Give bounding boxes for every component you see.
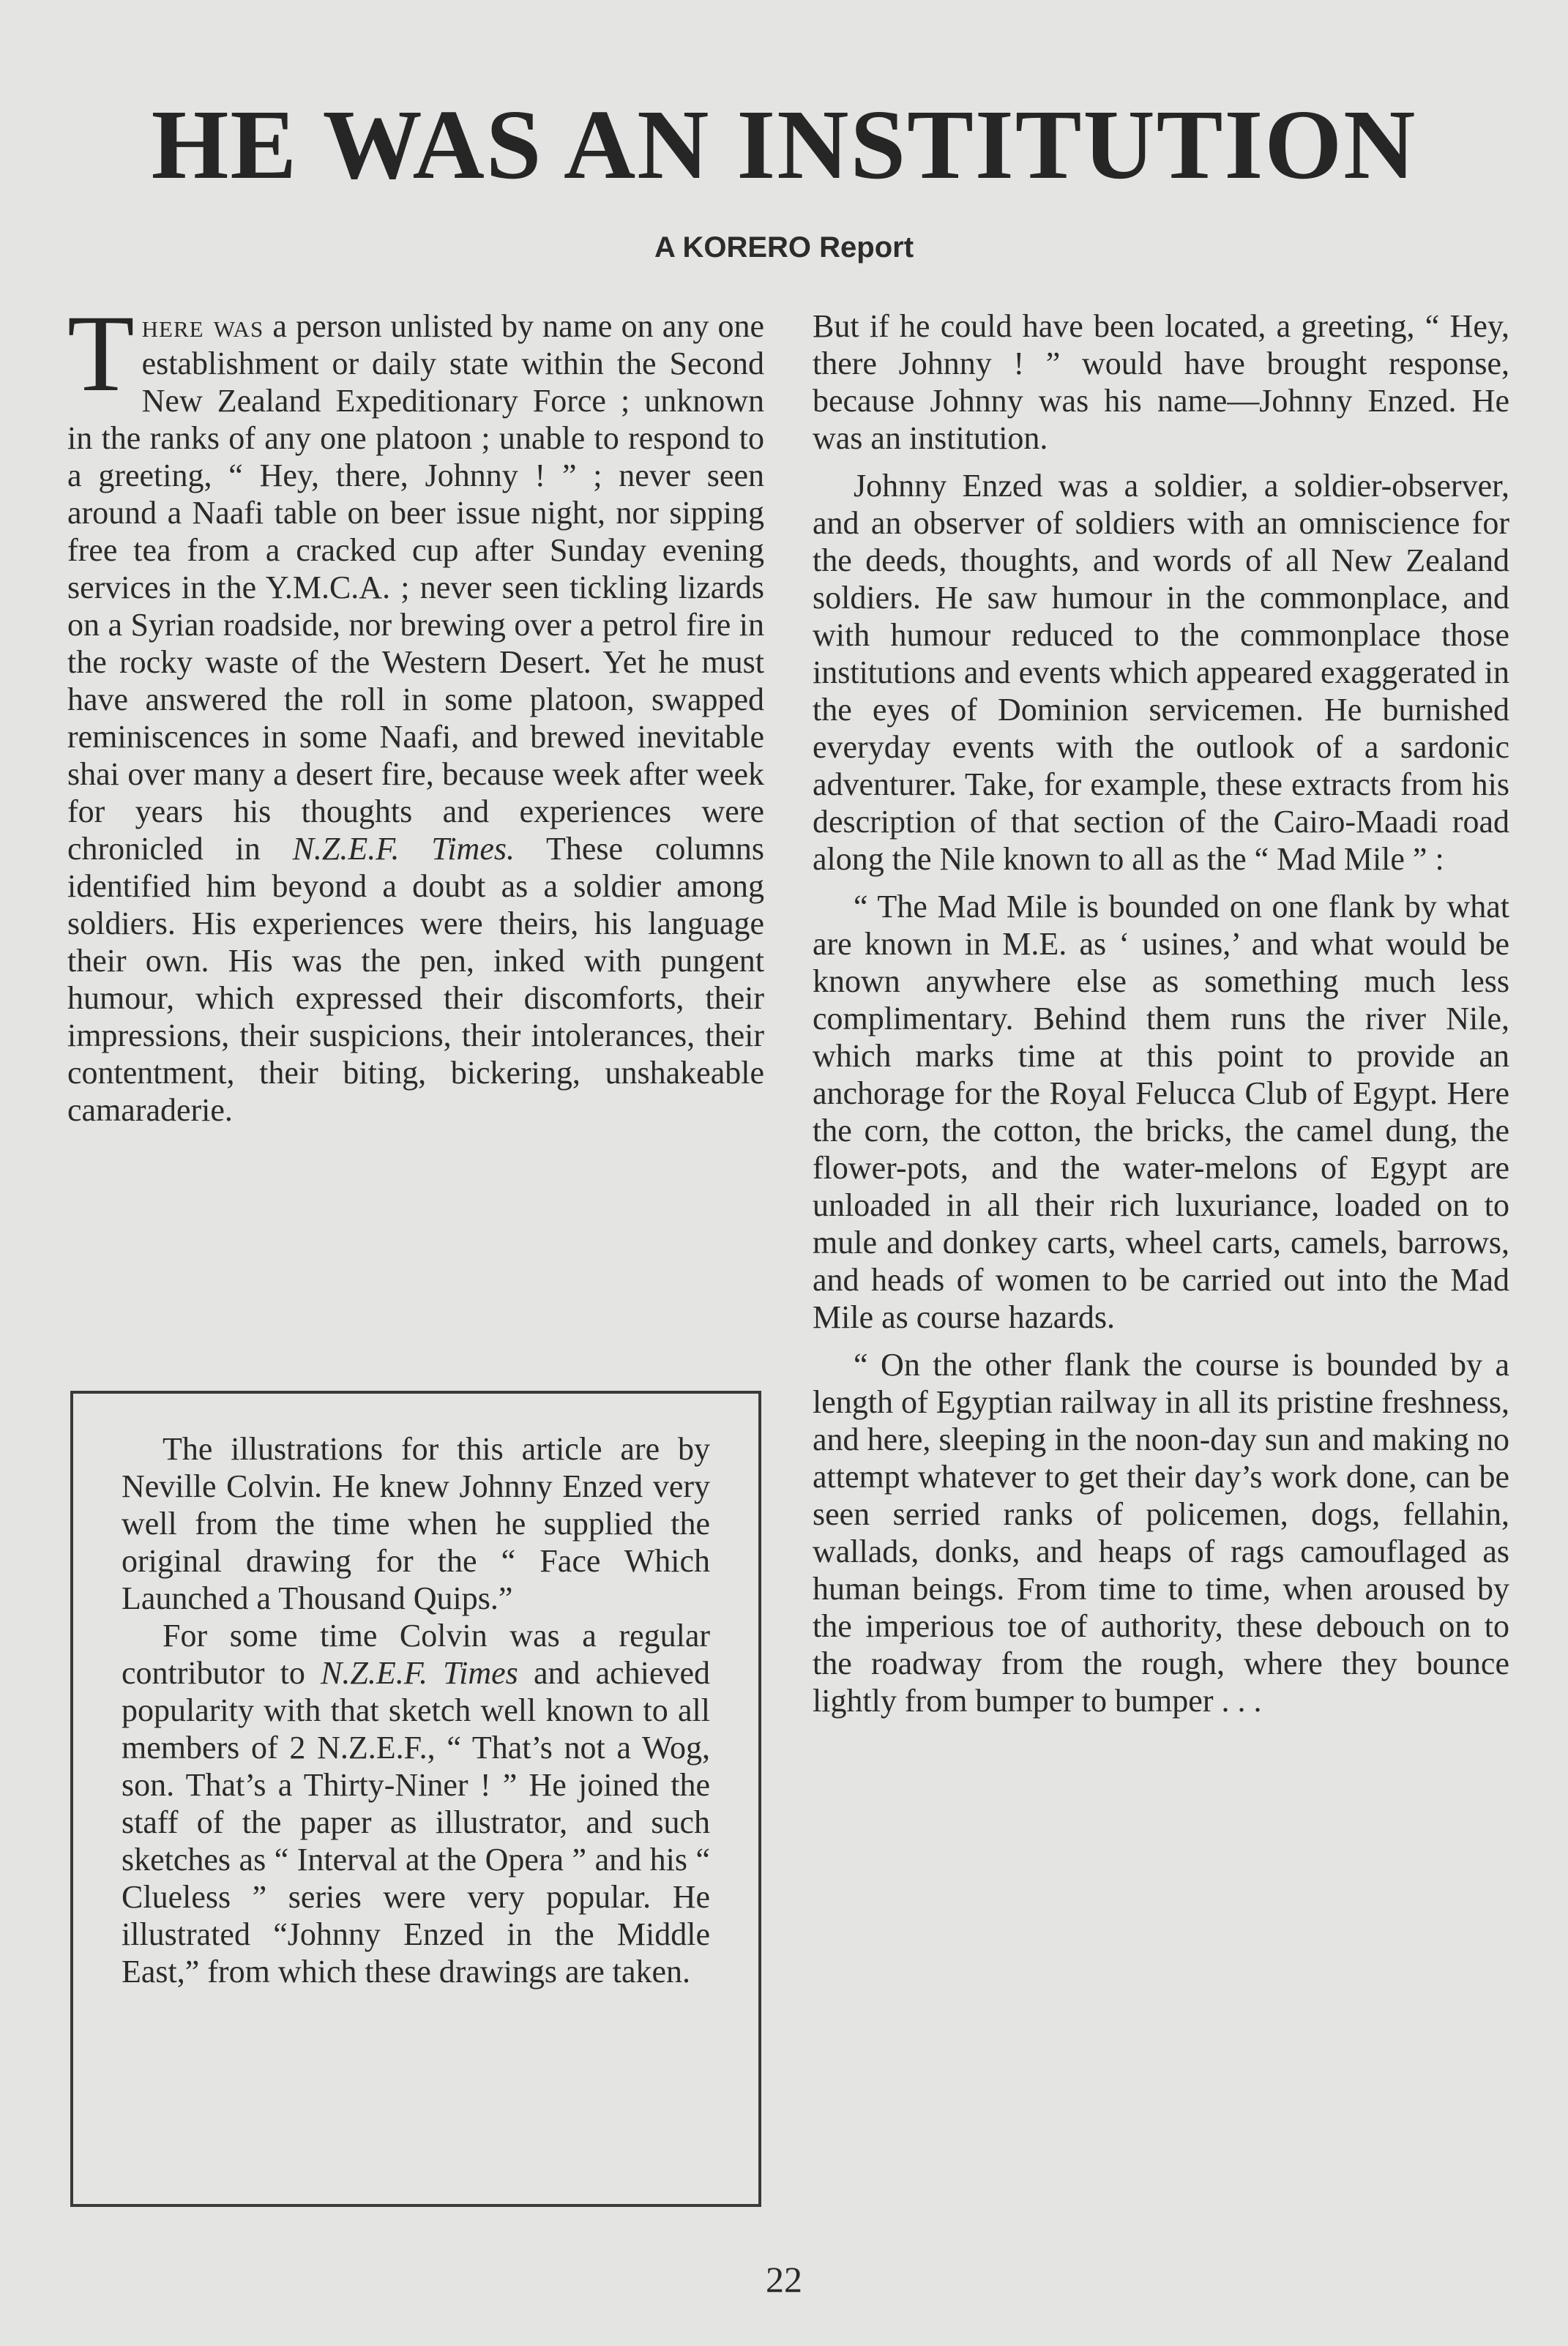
box-publication-title: N.Z.E.F. Times xyxy=(321,1655,518,1691)
illustration-credit-box xyxy=(70,1391,761,2207)
box-text-end: and achieved popularity with that sketch well known to all members of 2 N.Z.E.F., “ That’s not a Wog, son. That’s a Thirty-Niner ! ” He joined the staff of the paper as illustrator, and such sketches as “ Interval at the Opera ” and his “ Clueless ” series were very popular. He illustrated “Johnny Enzed in the Middle East,” from which these drawings are taken. xyxy=(122,1655,710,1990)
intro-text: a person unlisted by name on any one establishment or daily state within the Second New Zealand Expeditionary Force ; unknown in the ranks of any one platoon ; unable to respond to a greeting, “ Hey, there, Johnny ! ” ; never seen around a Naafi table on beer issue night, nor sipping free tea from a cracked cup after Sunday evening services in the Y.M.C.A. ; never seen tickling lizards on a Syrian roadside, nor brewing over a petrol fire in the rocky waste of the Western Desert. Yet he must have answered the roll in some platoon, swapped reminiscences in some Naafi, and brewed inevitable shai over many a desert fire, because week after week for years his thoughts and experiences were chronicled in xyxy=(67,308,765,867)
quote-paragraph-2: “ On the other flank the course is bounded by a length of Egyptian railway in all its pristine freshness, and here, sleeping in the noon-day sun and making no attempt whatever to get their day’s work done, can be seen serried ranks of policemen, dogs, fellahin, wallads, donks, and heaps of rags camouflaged as human beings. From time to time, when aroused by the imperious toe of authority, these debouch on to the roadway from the rough, where they bounce lightly from bumper to bumper . . . xyxy=(813,1347,1509,1719)
drop-cap: T xyxy=(67,293,135,414)
article-title: HE WAS AN INSTITUTION xyxy=(151,90,1417,200)
intro-paragraph xyxy=(67,293,765,1129)
right-paragraph-1: But if he could have been located, a greeting, “ Hey, there Johnny ! ” would have brought response, because Johnny was his name—Johnny Enzed. He was an institution. xyxy=(813,308,1509,456)
article-byline: A KORERO Report xyxy=(654,231,914,264)
box-paragraph-1: The illustrations for this article are by Neville Colvin. He knew Johnny Enzed very well from the time when he supplied the original drawing for the “ Face Which Launched a Thousand Quips.” xyxy=(122,1431,710,1616)
publication-title: N.Z.E.F. Times. xyxy=(292,831,515,867)
left-column xyxy=(67,293,765,1129)
right-paragraph-2: Johnny Enzed was a soldier, a soldier-observer, and an observer of soldiers with an omniscience for the deeds, thoughts, and words of all New Zealand soldiers. He saw humour in the commonplace, and with humour reduced to the commonplace those institutions and events which appeared exaggerated in the eyes of Dominion servicemen. He burnished everyday events with the outlook of a sardonic adventurer. Take, for example, these extracts from his description of that section of the Cairo-Maadi road along the Nile known to all as the “ Mad Mile ” : xyxy=(813,468,1509,877)
page-number: 22 xyxy=(766,2259,802,2300)
small-caps-lead: here was xyxy=(141,308,264,344)
box-text-start: For some time Colvin was a regular contributor to xyxy=(122,1618,710,1691)
quote-paragraph-1: “ The Mad Mile is bounded on one flank by what are known in M.E. as ‘ usines,’ and what would be known anywhere else as something much less complimentary. Behind them runs the river Nile, which marks time at this point to provide an anchorage for the Royal Felucca Club of Egypt. Here the corn, the cotton, the bricks, the camel dung, the flower-pots, and the water-melons of Egypt are unloaded in all their rich luxuriance, loaded on to mule and donkey carts, wheel carts, camels, barrows, and heads of women to be carried out into the Mad Mile as course hazards. xyxy=(813,889,1509,1335)
box-paragraph-2 xyxy=(122,1617,710,1990)
right-column xyxy=(813,307,1509,1719)
intro-text-end: These columns identified him beyond a doubt as a soldier among soldiers. His experiences were theirs, his language their own. His was the pen, inked with pungent humour, which expressed their discomforts, their impressions, their suspicions, their intolerances, their contentment, their biting, bickering, unshakeable camaraderie. xyxy=(67,831,764,1128)
